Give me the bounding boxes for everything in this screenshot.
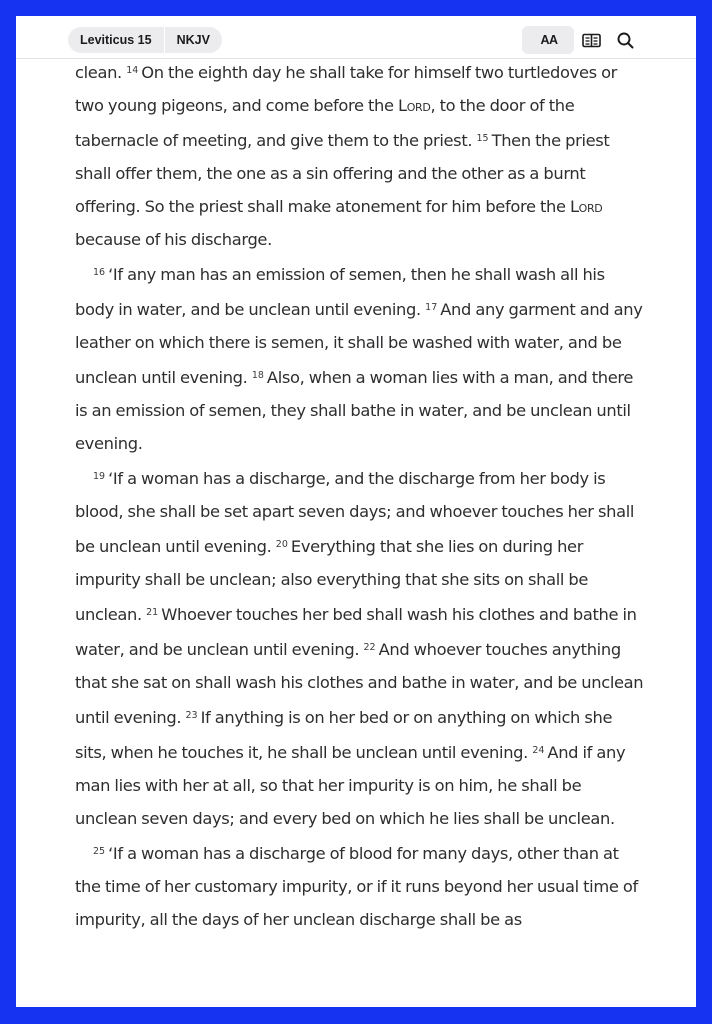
verse-number[interactable]: 25 [93,846,106,857]
paragraph-1 [75,54,645,256]
verse-number[interactable]: 24 [532,745,545,756]
verse-text: , to the door of the tabernacle of meeting, and give them to the priest. [75,96,575,150]
parallel-view-button[interactable] [576,26,606,54]
verse-text: And if any man lies with her at all, so that her impurity is on him, he shall be unclean seven days; and every bed on which he lies shall be unclean. [75,743,626,828]
verse-number[interactable]: 14 [126,65,139,76]
paragraph-3 [75,460,645,835]
version-button[interactable]: NKJV [176,33,210,47]
paragraph-4 [75,835,645,936]
chapter-text [75,54,645,936]
verse-text: If anything is on her bed or on anything on which she sits, when he touches it, he shall be unclean until evening. [75,708,613,762]
verse-text: ‘If any man has an emission of semen, then he shall wash all his body in water, and be unclean until evening. [75,265,605,319]
verse-text: Everything that she lies on during her impurity shall be unclean; also everything that she sits on shall be unclean. [75,537,589,624]
verse-number[interactable]: 23 [185,710,198,721]
book-chapter-button[interactable]: Leviticus 15 [80,33,152,47]
verse-text: On the eighth day he shall take for himself two turtledoves or two young pigeons, and come before the [75,63,618,115]
search-icon [617,32,634,49]
top-bar [16,16,696,59]
verse-text: because of his discharge. [75,230,272,249]
book-icon [582,33,601,48]
reference-pill [68,27,222,53]
verse-number[interactable]: 21 [146,607,159,618]
paragraph-2 [75,256,645,460]
verse-number[interactable]: 16 [93,267,106,278]
verse-number[interactable]: 15 [476,133,489,144]
text-size-icon: AA [540,33,558,47]
text-size-button[interactable] [526,26,572,54]
verse-number[interactable]: 17 [425,302,438,313]
verse-text: Whoever touches her bed shall wash his clothes and bathe in water, and be unclean until evening. [75,605,637,659]
lord-small-caps: Lord [569,197,603,216]
verse-number[interactable]: 18 [251,370,264,381]
verse-text: ‘If a woman has a discharge, and the discharge from her body is blood, she shall be set apart seven days; and whoever touches her shall be unclean until evening. [75,469,635,556]
verse-number[interactable]: 20 [275,539,288,550]
verse-text: ‘If a woman has a discharge of blood for many days, other than at the time of her customary impurity, or if it runs beyond her usual time of impurity, all the days of her unclean discharge shall be as [75,844,638,929]
toolbar [522,26,640,54]
verse-text: Then the priest shall offer them, the one as a sin offering and the other as a burnt offering. So the priest shall make atonement for him before the [75,131,610,216]
verse-number[interactable]: 22 [363,642,376,653]
search-button[interactable] [610,26,640,54]
verse-text: Also, when a woman lies with a man, and there is an emission of semen, they shall bathe in water, and be unclean until evening. [75,368,634,453]
verse-text: clean. [75,63,122,82]
verse-text: And any garment and any leather on which there is semen, it shall be washed with water, and be unclean until evening. [75,300,643,387]
reader-screen [16,16,696,1007]
verse-number[interactable]: 19 [93,471,106,482]
verse-text: And whoever touches anything that she sat on shall wash his clothes and bathe in water, and be unclean until evening. [75,640,644,727]
lord-small-caps: Lord [398,96,431,115]
